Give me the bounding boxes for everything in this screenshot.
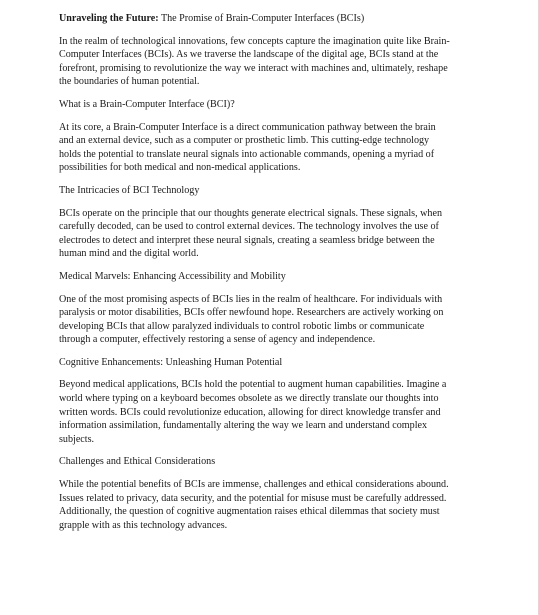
paragraph-line: through a computer, effectively restoring a sense of agency and independence. — [59, 334, 376, 346]
document-title-rest: The Promise of Brain-Computer Interfaces (BCIs) — [158, 13, 365, 24]
paragraph-line: and an external device, such as a computer or prosthetic limb. This cutting-edge technology — [59, 135, 430, 147]
section-paragraph — [59, 478, 479, 532]
section-heading: Challenges and Ethical Considerations — [59, 456, 216, 468]
paragraph-line: Computer Interfaces (BCIs). As we traverse the landscape of the digital age, BCIs stand at the — [59, 49, 439, 61]
paragraph-line: holds the potential to translate neural signals into actionable commands, opening a myriad of — [59, 148, 435, 160]
intro-paragraph — [59, 35, 479, 89]
paragraph-line: written words. BCIs could revolutionize education, allowing for direct knowledge transfer and — [59, 406, 441, 418]
paragraph-line: possibilities for both medical and non-medical applications. — [59, 162, 301, 174]
paragraph-line: Beyond medical applications, BCIs hold the potential to augment human capabilities. Imagine a — [59, 379, 447, 391]
section-paragraph — [59, 293, 479, 347]
paragraph-line: carefully decoded, can be used to control external devices. The technology involves the use of — [59, 221, 439, 233]
paragraph-line: world where typing on a keyboard becomes obsolete as we directly translate our thoughts into — [59, 393, 439, 405]
paragraph-line: While the potential benefits of BCIs are immense, challenges and ethical considerations abound. — [59, 479, 449, 491]
section-paragraph — [59, 121, 479, 175]
document-title — [59, 12, 479, 26]
section-heading: What is a Brain-Computer Interface (BCI)? — [59, 98, 235, 110]
paragraph-line: human mind and the digital world. — [59, 248, 199, 260]
paragraph-line: Issues related to privacy, data security, and the potential for misuse must be carefully addressed. — [59, 492, 447, 504]
paragraph-line: Additionally, the question of cognitive augmentation raises ethical dilemmas that society must — [59, 506, 440, 518]
section-heading: Medical Marvels: Enhancing Accessibility and Mobility — [59, 270, 286, 282]
section-paragraph — [59, 207, 479, 261]
paragraph-line: the boundaries of human potential. — [59, 76, 200, 88]
paragraph-line: information assimilation, fundamentally altering the way we learn and understand complex — [59, 420, 428, 432]
paragraph-line: In the realm of technological innovations, few concepts capture the imagination quite like Brain- — [59, 35, 450, 47]
paragraph-line: One of the most promising aspects of BCIs lies in the realm of healthcare. For individuals with — [59, 293, 443, 305]
paragraph-line: forefront, promising to revolutionize the way we interact with machines and, ultimately, reshape — [59, 62, 448, 74]
document-body — [59, 12, 479, 541]
paragraph-line: electrodes to detect and interpret these neural signals, creating a seamless bridge between the — [59, 234, 435, 246]
paragraph-line: grapple with as this technology advances. — [59, 519, 228, 531]
section-paragraph — [59, 378, 479, 446]
paragraph-line: paralysis or motor disabilities, BCIs offer newfound hope. Researchers are actively working on — [59, 307, 444, 319]
paragraph-line: developing BCIs that allow paralyzed individuals to control robotic limbs or communicate — [59, 320, 425, 332]
document-title-bold: Unraveling the Future: — [59, 13, 159, 24]
section-heading: Cognitive Enhancements: Unleashing Human Potential — [59, 356, 283, 368]
paragraph-line: subjects. — [59, 433, 95, 445]
paragraph-line: BCIs operate on the principle that our thoughts generate electrical signals. These signals, when — [59, 207, 442, 219]
paragraph-line: At its core, a Brain-Computer Interface is a direct communication pathway between the brain — [59, 121, 436, 133]
section-heading: The Intricacies of BCI Technology — [59, 184, 200, 196]
